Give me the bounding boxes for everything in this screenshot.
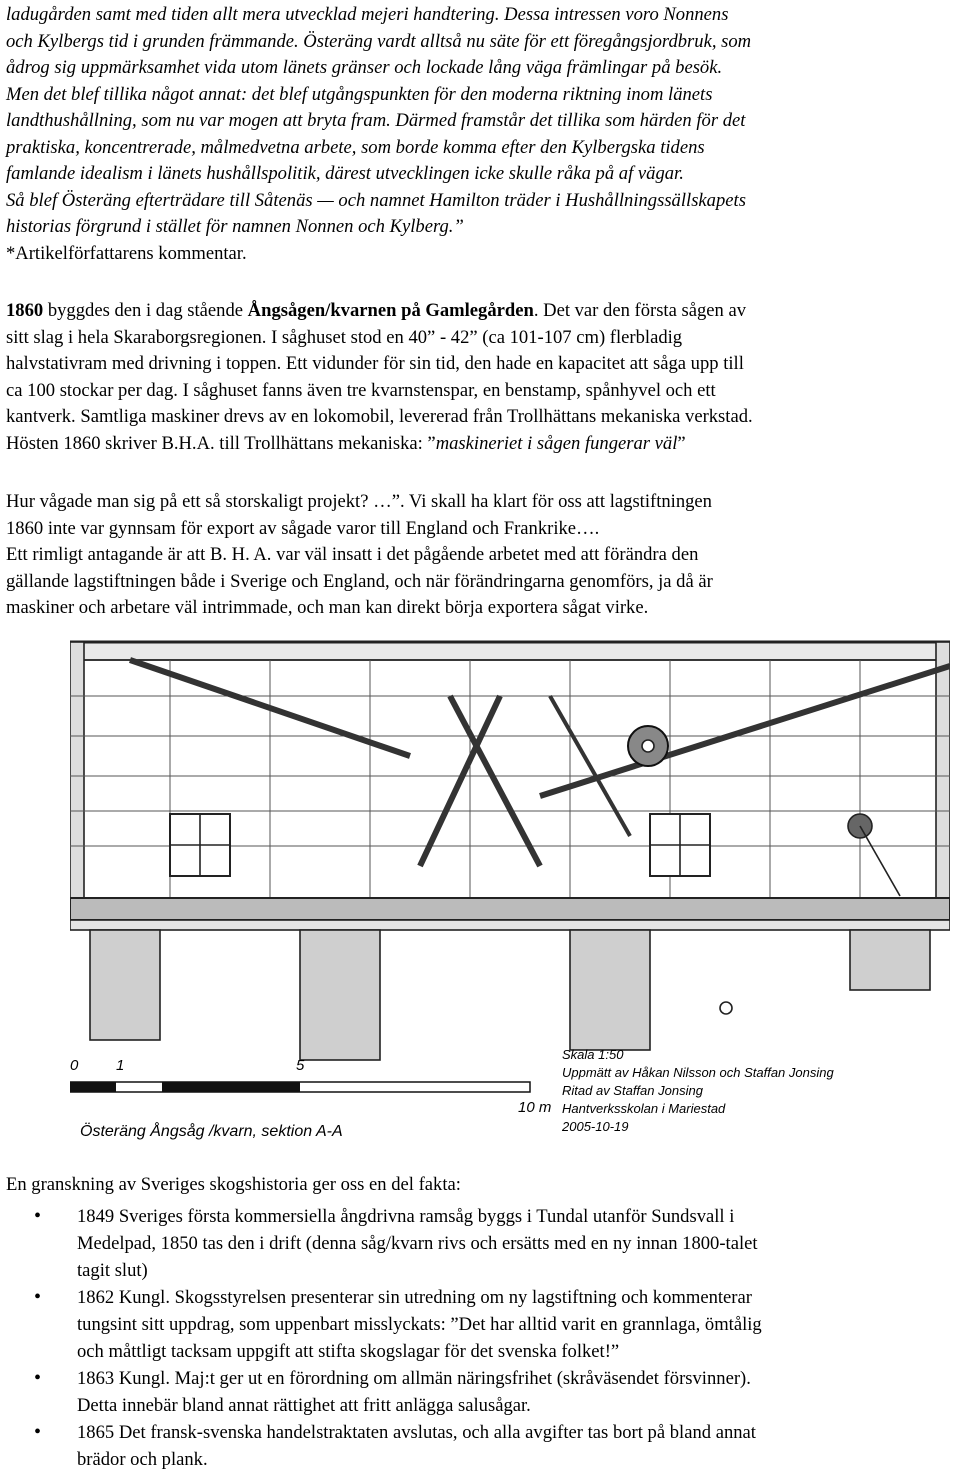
fact-line: • 1863 Kungl. Maj:t ger ut en förordning om allmän näringsfrihet (skråväsendet försvinner). [77, 1367, 751, 1389]
fact-item [6, 1284, 954, 1365]
quote-line: Så blef Österäng efterträdare till Såtenäs — och namnet Hamilton träder i Hushållningssällskapets [6, 189, 746, 211]
facts-section [6, 1172, 954, 1473]
fact-line: Detta innebär bland annat rättighet att fritt anlägga salusågar. [77, 1394, 531, 1416]
saw-history-paragraph [6, 298, 954, 457]
quote-line: famlande idealism i länets hushållspolitik, därest utvecklingen icke skulle råka på af vägar. [6, 163, 684, 184]
quote-line: Men det blef tillika något annat: det blef utgångspunkten för den moderna riktning inom länets [6, 83, 713, 105]
drawing-structure [70, 642, 950, 1060]
quote-line: historias förgrund i stället för namnen Nonnen och Kylberg.” [6, 216, 464, 237]
saw-intro: byggdes den i dag stående [43, 300, 248, 321]
saw-building-name: Ångsågen/kvarnen på Gamlegården [247, 300, 534, 321]
quote-line: ladugården samt med tiden allt mera utvecklad mejeri handtering. Dessa intressen voro Nonnens [6, 4, 729, 25]
drawing-caption: Österäng Ångsåg /kvarn, sektion A-A [80, 1123, 343, 1140]
fact-line: och måttligt tacksam uppgift att stifta skogslagar för det svenska folket!” [77, 1340, 620, 1362]
export-line: gällande lagstiftningen både i Sverige och England, och när förändringarna genomförs, ja då är [6, 570, 713, 592]
export-line: 1860 inte var gynnsam för export av sågade varor till England och Frankrike…. [6, 517, 600, 539]
facts-list [6, 1203, 954, 1473]
quote-line: ådrog sig uppmärksamhet vida utom länets gränser och lockade lång väga främlingar på besök. [6, 57, 723, 78]
quote-line: landthushållning, som nu var mogen att bryta fram. Därmed framstår det tillika som härden för det [6, 110, 746, 131]
quote-line: praktiska, koncentrerade, målmedvetna arbete, som borde komma efter den Kylbergska tidens [6, 136, 705, 158]
author-comment: *Artikelförfattarens kommentar. [6, 242, 247, 264]
fact-line: • 1865 Det fransk-svenska handelstraktaten avslutas, och alla avgifter tas bort på bland annat [77, 1421, 756, 1443]
year-1860: 1860 [6, 300, 44, 321]
scale-tick-10: 10 m [518, 1099, 552, 1116]
quote-line: och Kylbergs tid i grunden främmande. Österäng vardt alltså nu säte för ett föregångsjordbruk, som [6, 30, 752, 52]
credit-date: 2005-10-19 [562, 1119, 629, 1134]
fact-line: • 1862 Kungl. Skogsstyrelsen presenterar sin utredning om ny lagstiftning och kommenterar [77, 1286, 752, 1308]
fact-line: Medelpad, 1850 tas den i drift (denna såg/kvarn rivs och ersätts med en ny innan 1800-talet [77, 1232, 758, 1254]
credit-drawn: Ritad av Staffan Jonsing [562, 1083, 703, 1098]
fact-item [6, 1419, 954, 1473]
export-line: maskiner och arbetare väl intrimmade, och man kan direkt börja exportera sågat virke. [6, 597, 649, 618]
quoted-passage [6, 2, 954, 267]
scale-tick-0: 0 [70, 1057, 79, 1074]
saw-line: sitt slag i hela Skaraborgsregionen. I såghuset stod en 40” - 42” (ca 101-107 cm) flerbladig [6, 326, 683, 348]
saw-line-first [6, 298, 954, 325]
fact-item [6, 1203, 954, 1284]
facts-intro: En granskning av Sveriges skogshistoria ger oss en del fakta: [6, 1174, 461, 1195]
scale-tick-5: 5 [296, 1057, 305, 1074]
credit-measured: Uppmätt av Håkan Nilsson och Staffan Jonsing [562, 1065, 834, 1080]
export-paragraph [6, 489, 954, 622]
saw-line: halvstativram med drivning i toppen. Ett vidunder för sin tid, den hade en kapacitet att såga upp till [6, 353, 744, 374]
fact-line: brädor och plank. [77, 1448, 208, 1470]
sawmill-section-drawing [70, 636, 950, 1146]
export-line: Ett rimligt antagande är att B. H. A. var väl insatt i det pågående arbetet med att förändra den [6, 544, 699, 565]
scale-bar [70, 1082, 530, 1092]
scale-tick-1: 1 [116, 1057, 125, 1074]
saw-quote-line [6, 431, 954, 458]
fact-line: tagit slut) [77, 1259, 148, 1281]
fact-line: • 1849 Sveriges första kommersiella ångdrivna ramsåg byggs i Tundal utanför Sundsvall i [77, 1205, 735, 1227]
fact-item [6, 1365, 954, 1419]
quote-prefix: Hösten 1860 skriver B.H.A. till Trollhättans mekaniska: ” [6, 432, 436, 454]
quote-text: maskineriet i sågen fungerar väl [435, 432, 678, 454]
saw-line-rest: . Det var den första sågen av [533, 300, 747, 321]
saw-line: kantverk. Samtliga maskiner drevs av en lokomobil, levererad från Trollhättans mekaniska verkstad. [6, 406, 753, 427]
credit-school: Hantverksskolan i Mariestad [562, 1101, 726, 1116]
quote-suffix: ” [677, 432, 686, 454]
export-line: Hur vågade man sig på ett så storskaligt projekt? …”. Vi skall ha klart för oss att lagstiftningen [6, 491, 712, 512]
fact-line: tungsint sitt uppdrag, som uppenbart misslyckats: ”Det har alltid varit en grannlaga, ömtålig [77, 1313, 762, 1335]
saw-line: ca 100 stockar per dag. I såghuset fanns även tre kvarnstenspar, en benstamp, spånhyvel och ett [6, 379, 716, 401]
credit-scale: Skala 1:50 [562, 1047, 624, 1062]
